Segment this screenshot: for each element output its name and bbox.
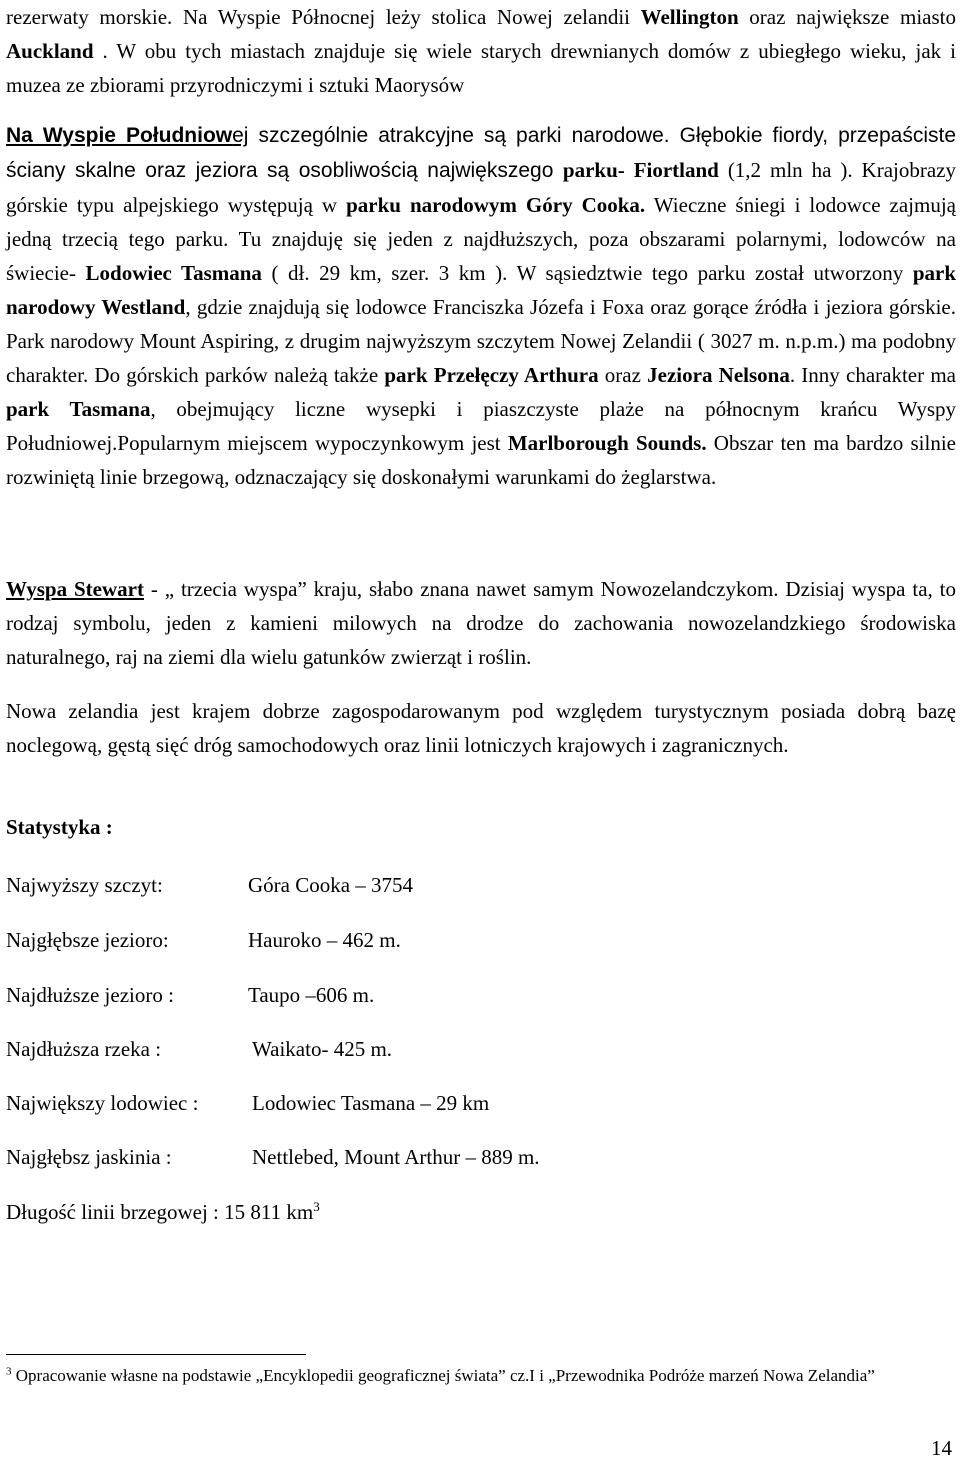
footnote-number: 3 — [6, 1365, 12, 1378]
park-tasman: park Tasmana — [6, 397, 151, 421]
text-run: Nowa zelandia jest krajem dobrze zagospodarowanym pod względem turystycznym posiada dobrą bazę noclegową, gęstą sięć dróg samochodowych oraz linii lotniczych krajowych i zagranicznych. — [6, 699, 956, 757]
coastline-length — [6, 1195, 320, 1229]
text-run: rezerwaty morskie. Na Wyspie Północnej leży stolica Nowej zelandii — [6, 5, 641, 29]
marlborough-sounds: Marlborough Sounds. — [507, 431, 707, 455]
park-cook: parku narodowym Góry Cooka. — [346, 193, 646, 217]
text-run: (1,2 mln ha ). Krajobrazy górskie typu alpejskiego występują w — [6, 158, 956, 217]
text-run: - „ trzecia wyspa” kraju, słabo znana nawet samym Nowozelandczykom. Dzisiaj wyspa ta, to rodzaj symbolu, jeden z kamieni milowych na drodze do zachowania nowozelandzkiego środowiska naturalnego, raj na ziemi dla wielu gatunków zwierząt i roślin. — [6, 577, 957, 669]
park-fiortland: parku- Fiortland — [562, 158, 719, 182]
paragraph-cities — [6, 0, 956, 102]
text-run: , gdzie znajdują się lodowce Franciszka Józefa i Foxa oraz gorące źródła i jeziora górskie. Park narodowy Mount Aspiring, z drugim najwyższym szczytem Nowej Zelandii ( 3027 m. n.p.m.) ma podobny charakter. Do górskich parków należą także — [6, 295, 956, 387]
park-arthur-pass: park Przełęczy Arthura — [384, 363, 599, 387]
south-island-heading: Na Wyspie Południow — [6, 124, 233, 147]
coastline-text: Długość linii brzegowej : 15 811 km — [6, 1200, 314, 1224]
city-auckland: Auckland — [6, 39, 94, 63]
stats-title: Statystyka : — [6, 815, 113, 839]
footnote-separator — [6, 1354, 306, 1355]
text-run: Wieczne śniegi i lodowce zajmują jedną trzecią tego parku. Tu znajduję się jeden z najdłuższych, poza obszarami polarnymi, lodowców na świecie- — [6, 193, 957, 285]
stat-value: Taupo –606 m. — [248, 983, 375, 1007]
stat-value: Hauroko – 462 m. — [248, 928, 401, 952]
stat-value: Lodowiec Tasmana – 29 km — [252, 1091, 490, 1115]
stat-label: Największy lodowiec : — [6, 1091, 199, 1115]
park-nelson-lakes: Jeziora Nelsona — [647, 363, 790, 387]
text-run: oraz największe miasto — [738, 5, 957, 29]
text-run: oraz — [598, 363, 648, 387]
text-run: szczególnie atrakcyjne są parki narodowe. Głębokie fiordy, przepaściste ściany skalne oraz jeziora są osobliwością największego — [6, 124, 956, 182]
footnote — [6, 1364, 946, 1388]
south-island-heading-suffix: ej — [232, 124, 249, 147]
stat-value: Nettlebed, Mount Arthur – 889 m. — [252, 1145, 540, 1169]
page-number: 14 — [931, 1436, 952, 1460]
paragraph-south-island — [6, 118, 956, 494]
stat-label: Najgłębsz jaskinia : — [6, 1145, 172, 1169]
text-run: , obejmujący liczne wysepki i piaszczyste plaże na północnym krańcu Wyspy Południowej.Popularnym miejscem wypoczynkowym jest — [6, 397, 956, 455]
paragraph-stewart-island — [6, 572, 956, 674]
tasman-glacier: Lodowiec Tasmana — [85, 261, 262, 285]
stat-value: Waikato- 425 m. — [252, 1037, 393, 1061]
text-run: ( dł. 29 km, szer. 3 km ). W sąsiedztwie tego parku został utworzony — [261, 261, 913, 285]
footnote-ref: 3 — [313, 1199, 320, 1214]
city-wellington: Wellington — [640, 5, 739, 29]
stat-label: Najwyższy szczyt: — [6, 873, 163, 897]
stewart-island-heading: Wyspa Stewart — [6, 577, 144, 601]
text-run: . W obu tych miastach znajduje się wiele starych drewnianych domów z ubiegłego wieku, jak i muzea ze zbiorami przyrodniczymi i sztuki Maorysów — [6, 39, 956, 97]
paragraph-tourism — [6, 694, 956, 762]
stat-label: Najgłębsze jezioro: — [6, 928, 169, 952]
footnote-text: Opracowanie własne na podstawie „Encyklopedii geograficznej świata” cz.I i „Przewodnika Podróże marzeń Nowa Zelandia” — [11, 1366, 875, 1385]
text-run: . Inny charakter ma — [789, 363, 956, 387]
stat-label: Najdłuższa rzeka : — [6, 1037, 162, 1061]
stat-value: Góra Cooka – 3754 — [248, 873, 414, 897]
park-westland: park narodowy Westland — [6, 261, 957, 319]
text-run: Obszar ten ma bardzo silnie rozwiniętą linie brzegową, odznaczający się doskonałymi warunkami do żeglarstwa. — [6, 431, 956, 489]
stat-label: Najdłuższe jezioro : — [6, 983, 174, 1007]
